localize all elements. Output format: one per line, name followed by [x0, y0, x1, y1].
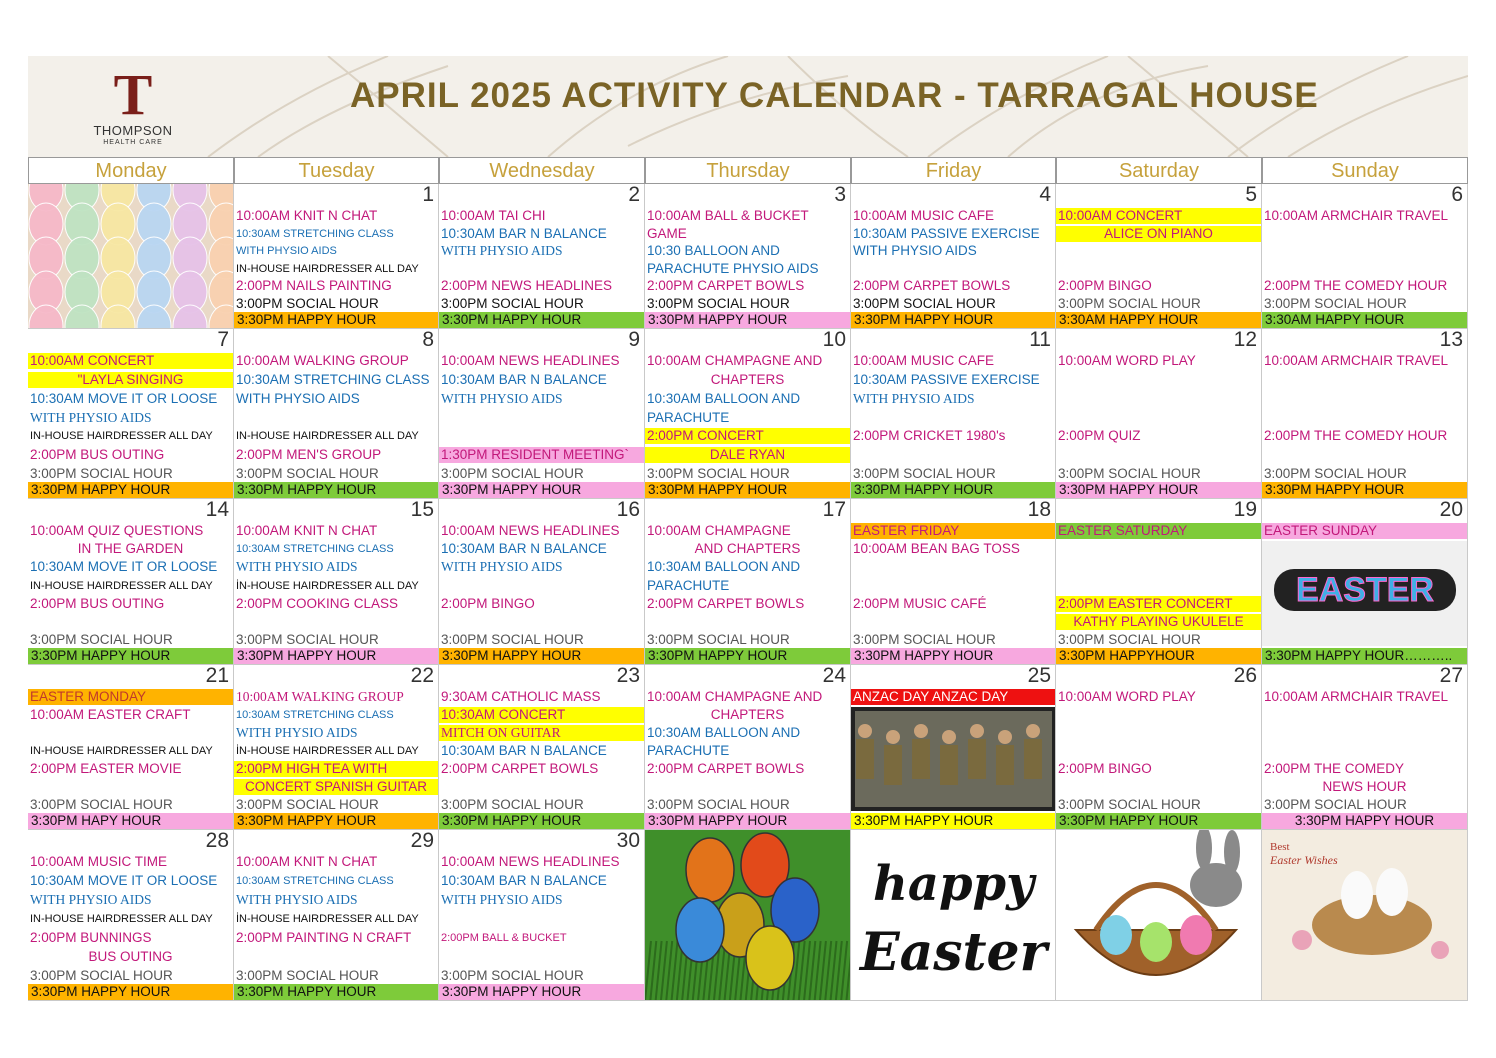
- activity-line: PARACHUTE: [647, 577, 730, 593]
- activity-line: 2:00PM BUS OUTING: [30, 447, 165, 463]
- activity-line: 10:00AM WALKING GROUP: [236, 353, 409, 368]
- activity-line: 3:00PM SOCIAL HOUR: [441, 968, 584, 983]
- activity-line: IN-HOUSE HAIRDRESSER ALL DAY: [30, 745, 213, 757]
- activity-line: 10:30AM STRETCHING CLASS: [236, 709, 394, 721]
- activity-line: 9:30AM CATHOLIC MASS: [441, 689, 601, 704]
- activity-line: 2:00PM BUS OUTING: [30, 595, 165, 611]
- activity-line: İN-HOUSE HAIRDRESSER ALL DAY: [236, 913, 419, 925]
- activity-line: WITH PHYSIO AIDS: [236, 892, 358, 907]
- happy-hour-bar: 3:30PM HAPPY HOUR: [1262, 813, 1467, 829]
- activity-line: 3:00PM SOCIAL HOUR: [1264, 797, 1407, 812]
- happy-hour-bar: 3:30PM HAPPY HOUR: [439, 312, 644, 328]
- activity-line: CHAPTERS: [710, 371, 785, 387]
- day-cell-2: [439, 184, 645, 329]
- activity-line: 10:30AM MOVE IT OR LOOSE: [30, 559, 218, 575]
- activity-line: 3:00PM SOCIAL HOUR: [236, 466, 379, 481]
- activity-line: NEWS HOUR: [1322, 779, 1407, 794]
- day-header-monday: Monday: [28, 157, 234, 184]
- svg-text:Easter Wishes: Easter Wishes: [1270, 853, 1338, 867]
- day-cell-3: [645, 184, 851, 329]
- day-number: 1: [422, 184, 434, 206]
- activity-line: 10:00AM NEWS HEADLINES: [441, 523, 620, 538]
- day-number: 22: [410, 665, 434, 687]
- day-cell-15: [234, 499, 439, 665]
- activity-line: 3:00PM SOCIAL HOUR: [236, 968, 379, 983]
- highlighted-activity: 10:00AM CONCERT: [28, 353, 233, 369]
- activity-line: IN THE GARDEN: [77, 541, 184, 557]
- highlighted-activity: CONCERT SPANISH GUITAR: [234, 779, 438, 795]
- day-cell-13: [1262, 329, 1468, 499]
- day-cell-21: [28, 665, 234, 830]
- activity-line: PARACHUTE PHYSIO AIDS: [647, 260, 819, 276]
- painted-eggs-image: [645, 830, 851, 1001]
- activity-line: 3:00PM SOCIAL HOUR: [1058, 797, 1201, 812]
- activity-line: 2:00PM CARPET BOWLS: [853, 278, 1011, 294]
- activity-line: 10:00AM CHAMPAGNE AND: [647, 689, 823, 704]
- day-number: 21: [205, 665, 229, 687]
- activity-line: 10:30AM BALLOON AND: [647, 725, 801, 740]
- highlighted-activity: MITCH ON GUITAR: [439, 725, 644, 741]
- activity-line: 10:00AM KNIT N CHAT: [236, 208, 378, 223]
- activity-line: 2:00PM COOKING CLASS: [236, 595, 399, 611]
- day-cell-5: [1056, 184, 1262, 329]
- anzac-march-image: [851, 707, 1056, 811]
- activity-line: 10:00AM CHAMPAGNE AND: [647, 353, 823, 368]
- day-cell-16: [439, 499, 645, 665]
- day-number: 7: [217, 329, 229, 351]
- activity-line: 10:00AM WORD PLAY: [1058, 353, 1196, 368]
- day-header-thursday: Thursday: [645, 157, 851, 184]
- calendar-page: [28, 56, 1468, 1001]
- activity-line: 10:00AM KNIT N CHAT: [236, 523, 378, 538]
- activity-line: WITH PHYSIO AIDS: [441, 892, 563, 907]
- day-cell-25: [851, 665, 1056, 830]
- activity-line: 10:30AM BAR N BALANCE: [441, 371, 607, 387]
- activity-line: 10:00AM NEWS HEADLINES: [441, 353, 620, 368]
- activity-line: 10:30AM BALLOON AND: [647, 559, 801, 575]
- day-cell-10: [645, 329, 851, 499]
- activity-line: GAME: [647, 225, 687, 241]
- happy-hour-bar: 3:30PM HAPPY HOUR: [234, 984, 438, 1000]
- pastel-eggs-image: [28, 184, 234, 329]
- activity-line: 2:00PM BALL & BUCKET: [441, 932, 567, 944]
- activity-line: 2:00PM THE COMEDY: [1264, 761, 1405, 776]
- activity-line: 3:00PM SOCIAL HOUR: [1058, 296, 1201, 311]
- svg-text:happy: happy: [872, 856, 1035, 912]
- happy-hour-bar: 3:30PM HAPPY HOUR: [645, 648, 850, 664]
- happy-hour-bar: 3:30PM HAPPY HOUR: [645, 312, 850, 328]
- happy-hour-bar: 3:30PM HAPPY HOUR………..: [1262, 648, 1467, 664]
- highlighted-activity: EASTER SATURDAY: [1056, 523, 1261, 539]
- day-number: 23: [616, 665, 640, 687]
- activity-line: WITH PHYSIO AIDS: [236, 725, 358, 740]
- day-number: 11: [1029, 329, 1051, 351]
- image-cell: [28, 184, 234, 329]
- day-cell-19: [1056, 499, 1262, 665]
- image-cell: [1262, 830, 1468, 1001]
- activity-line: PARACHUTE: [647, 409, 730, 425]
- activity-line: WITH PHYSIO AIDS: [30, 892, 152, 907]
- activity-line: WITH PHYSIO AIDS: [853, 390, 975, 406]
- activity-line: 10:00AM NEWS HEADLINES: [441, 854, 620, 869]
- day-number: 19: [1233, 499, 1257, 521]
- activity-line: IN-HOUSE HAIRDRESSER ALL DAY: [236, 430, 419, 443]
- highlighted-activity: 2:00PM EASTER CONCERT: [1056, 596, 1261, 612]
- happy-hour-bar: 3:30PM HAPPY HOUR: [851, 482, 1055, 498]
- activity-line: 2:00PM BINGO: [1058, 761, 1152, 776]
- activity-line: 3:00PM SOCIAL HOUR: [236, 797, 379, 812]
- activity-line: WITH PHYSIO AIDS: [441, 559, 563, 575]
- activity-line: WITH PHYSIO AIDS: [441, 390, 563, 406]
- activity-line: 3:00PM SOCIAL HOUR: [1058, 632, 1201, 647]
- image-cell: [1056, 830, 1262, 1001]
- activity-line: 3:00PM SOCIAL HOUR: [441, 632, 584, 647]
- happy-hour-bar: 3:30AM HAPPY HOUR: [1262, 312, 1467, 328]
- activity-line: 2:00PM PAINTING N CRAFT: [236, 930, 412, 945]
- logo-tagline: HEALTH CARE: [103, 139, 163, 146]
- activity-line: 10:00AM ARMCHAIR TRAVEL: [1264, 353, 1449, 368]
- activity-line: 3:00PM SOCIAL HOUR: [30, 797, 173, 812]
- highlighted-activity: DALE RYAN: [645, 447, 850, 463]
- day-cell-30: [439, 830, 645, 1001]
- activity-line: PARACHUTE: [647, 743, 730, 758]
- day-cell-22: [234, 665, 439, 830]
- activity-line: 10:30AM PASSIVE EXERCISE: [853, 371, 1040, 387]
- day-number: 12: [1233, 329, 1257, 351]
- activity-line: 3:00PM SOCIAL HOUR: [30, 632, 173, 647]
- day-number: 25: [1027, 665, 1051, 687]
- activity-line: 2:00PM EASTER MOVIE: [30, 761, 182, 776]
- activity-line: 2:00PM MEN'S GROUP: [236, 447, 382, 463]
- happy-hour-bar: 3:30PM HAPPY HOUR: [234, 312, 438, 328]
- activity-line: 10:00AM EASTER CRAFT: [30, 707, 191, 722]
- activity-line: 10:30AM BAR N BALANCE: [441, 225, 607, 241]
- day-cell-12: [1056, 329, 1262, 499]
- happy-hour-bar: 3:30PM HAPPYHOUR: [1056, 648, 1261, 664]
- highlighted-activity: 2:00PM CONCERT: [645, 428, 850, 444]
- activity-line: 2:00PM BINGO: [1058, 278, 1152, 294]
- day-cell-26: [1056, 665, 1262, 830]
- activity-line: 2:00PM BINGO: [441, 595, 535, 611]
- activity-line: 3:00PM SOCIAL HOUR: [236, 296, 379, 311]
- highlighted-activity: 10:00AM CONCERT: [1056, 208, 1261, 224]
- activity-line: CHAPTERS: [710, 707, 785, 722]
- activity-line: 10:30AM STRETCHING CLASS: [236, 543, 394, 556]
- activity-line: 3:00PM SOCIAL HOUR: [1264, 466, 1407, 481]
- happy-hour-bar: 3:30PM HAPPY HOUR: [851, 312, 1055, 328]
- happy-hour-bar: 3:30PM HAPPY HOUR: [28, 482, 233, 498]
- activity-line: 10:00AM ARMCHAIR TRAVEL: [1264, 208, 1449, 223]
- activity-line: 3:00PM SOCIAL HOUR: [1264, 296, 1407, 311]
- day-number: 18: [1027, 499, 1051, 521]
- activity-line: 10:30AM BAR N BALANCE: [441, 873, 607, 888]
- day-cell-27: [1262, 665, 1468, 830]
- activity-line: 10:00AM QUIZ QUESTIONS: [30, 523, 204, 538]
- activity-line: 10:00AM MUSIC TIME: [30, 854, 168, 869]
- day-cell-11: [851, 329, 1056, 499]
- happy-hour-bar: 3:30PM HAPPY HOUR: [1262, 482, 1467, 498]
- happy-hour-bar: 3:30PM HAPPY HOUR: [1056, 482, 1261, 498]
- logo-letter: T: [113, 62, 153, 127]
- activity-line: 10:30AM STRETCHING CLASS: [236, 371, 430, 387]
- day-header-tuesday: Tuesday: [234, 157, 439, 184]
- happy-hour-bar: 3:30PM HAPPY HOUR: [234, 482, 438, 498]
- highlighted-activity: 10:30AM CONCERT: [439, 707, 644, 723]
- day-header-sunday: Sunday: [1262, 157, 1468, 184]
- page-title: APRIL 2025 ACTIVITY CALENDAR - TARRAGAL HOUSE: [350, 76, 1319, 115]
- activity-line: 3:00PM SOCIAL HOUR: [853, 296, 996, 311]
- day-cell-23: [439, 665, 645, 830]
- highlighted-activity: EASTER SUNDAY: [1262, 523, 1467, 539]
- activity-line: 10:30AM MOVE IT OR LOOSE: [30, 873, 218, 888]
- activity-line: 2:00PM BUNNINGS: [30, 930, 152, 945]
- activity-line: 10:30AM PASSIVE EXERCISE: [853, 225, 1040, 241]
- highlighted-activity: 1:30PM RESIDENT MEETING`: [439, 447, 644, 463]
- highlighted-activity: 2:00PM HIGH TEA WITH: [234, 761, 438, 777]
- activity-line: 2:00PM QUIZ: [1058, 428, 1141, 444]
- activity-line: WITH PHYSIO AIDS: [30, 409, 152, 425]
- svg-text:Best: Best: [1270, 841, 1290, 853]
- activity-line: 10:00AM MUSIC CAFE: [853, 208, 995, 223]
- activity-line: 10:30AM BALLOON AND: [647, 390, 801, 406]
- activity-line: 3:00PM SOCIAL HOUR: [853, 632, 996, 647]
- activity-line: BUS OUTING: [88, 949, 173, 964]
- happy-hour-bar: 3:30AM HAPPY HOUR: [1056, 312, 1261, 328]
- day-cell-17: [645, 499, 851, 665]
- activity-line: 10:00AM KNIT N CHAT: [236, 854, 378, 869]
- activity-line: IN-HOUSE HAIRDRESSER ALL DAY: [30, 913, 213, 925]
- happy-hour-bar: 3:30PM HAPPY HOUR: [645, 482, 850, 498]
- day-number: 13: [1439, 329, 1463, 351]
- activity-line: 10:30AM BAR N BALANCE: [441, 541, 607, 557]
- activity-line: 10:30AM MOVE IT OR LOOSE: [30, 390, 218, 406]
- day-number: 14: [205, 499, 229, 521]
- activity-line: 10:00AM BEAN BAG TOSS: [853, 541, 1020, 557]
- activity-line: 2:00PM MUSIC CAFÉ: [853, 595, 987, 611]
- activity-line: 3:00PM SOCIAL HOUR: [647, 296, 790, 311]
- thompson-logo: [78, 62, 188, 152]
- image-cell: [645, 830, 851, 1001]
- day-number: 17: [822, 499, 846, 521]
- activity-line: 2:00PM CARPET BOWLS: [647, 595, 805, 611]
- day-cell-8: [234, 329, 439, 499]
- activity-line: 2:00PM CARPET BOWLS: [647, 761, 805, 776]
- activity-line: 10:00AM TAI CHI: [441, 208, 546, 223]
- activity-line: 10:00AM ARMCHAIR TRAVEL: [1264, 689, 1449, 704]
- day-cell-1: [234, 184, 439, 329]
- calendar-grid: [28, 157, 1468, 1001]
- activity-line: İN-HOUSE HAIRDRESSER ALL DAY: [236, 579, 419, 592]
- activity-line: 2:00PM CARPET BOWLS: [441, 761, 599, 776]
- day-number: 5: [1245, 184, 1257, 206]
- activity-line: 10:00AM MUSIC CAFE: [853, 353, 995, 368]
- day-number: 8: [422, 329, 434, 351]
- highlighted-activity: ALICE ON PIANO: [1056, 226, 1261, 242]
- happy-hour-bar: 3:30PM HAPPY HOUR: [439, 648, 644, 664]
- day-number: 30: [616, 830, 640, 852]
- day-number: 3: [834, 184, 846, 206]
- day-number: 29: [410, 830, 434, 852]
- activity-line: 2:00PM THE COMEDY HOUR: [1264, 428, 1448, 444]
- activity-line: WITH PHYSIO AIDS: [441, 243, 563, 259]
- activity-line: 10:00AM CHAMPAGNE: [647, 523, 791, 538]
- activity-line: 3:00PM SOCIAL HOUR: [441, 296, 584, 311]
- day-cell-4: [851, 184, 1056, 329]
- happy-hour-bar: 3:30PM HAPPY HOUR: [645, 813, 850, 829]
- day-cell-18: [851, 499, 1056, 665]
- activity-line: WITH PHYSIO AIDS: [236, 245, 337, 258]
- activity-line: WITH PHYSIO AIDS: [236, 390, 360, 406]
- activity-line: WITH PHYSIO AIDS: [236, 559, 358, 575]
- activity-line: İN-HOUSE HAIRDRESSER ALL DAY: [236, 745, 419, 757]
- activity-line: 3:00PM SOCIAL HOUR: [441, 797, 584, 812]
- activity-line: 3:00PM SOCIAL HOUR: [441, 466, 584, 481]
- day-header-wednesday: Wednesday: [439, 157, 645, 184]
- activity-line: 2:00PM THE COMEDY HOUR: [1264, 278, 1448, 294]
- day-number: 26: [1233, 665, 1257, 687]
- highlighted-activity: EASTER MONDAY: [28, 689, 233, 705]
- activity-line: 3:00PM SOCIAL HOUR: [647, 632, 790, 647]
- activity-line: 2:00PM NEWS HEADLINES: [441, 278, 613, 294]
- activity-line: 10:00AM BALL & BUCKET: [647, 208, 809, 223]
- highlighted-activity: ANZAC DAY ANZAC DAY: [851, 689, 1055, 705]
- day-number: 10: [822, 329, 846, 351]
- activity-line: 10:30AM BAR N BALANCE: [441, 743, 607, 758]
- day-number: 24: [822, 665, 846, 687]
- activity-line: 3:00PM SOCIAL HOUR: [236, 632, 379, 647]
- happy-hour-bar: 3:30PM HAPPY HOUR: [234, 648, 438, 664]
- activity-line: 10:30 BALLOON AND: [647, 243, 780, 259]
- day-header-friday: Friday: [851, 157, 1056, 184]
- activity-line: 3:00PM SOCIAL HOUR: [647, 466, 790, 481]
- day-cell-28: [28, 830, 234, 1001]
- activity-line: IN-HOUSE HAIRDRESSER ALL DAY: [30, 579, 213, 592]
- day-cell-9: [439, 329, 645, 499]
- day-cell-7: [28, 329, 234, 499]
- activity-line: 3:00PM SOCIAL HOUR: [647, 797, 790, 812]
- day-cell-24: [645, 665, 851, 830]
- vintage-card-image: [1262, 830, 1468, 1001]
- day-number: 9: [628, 329, 640, 351]
- highlighted-activity: EASTER FRIDAY: [851, 523, 1055, 539]
- day-number: 16: [616, 499, 640, 521]
- happy-hour-bar: 3:30PM HAPPY HOUR: [439, 984, 644, 1000]
- day-number: 4: [1039, 184, 1051, 206]
- highlighted-activity: KATHY PLAYING UKULELE: [1056, 614, 1261, 630]
- day-cell-6: [1262, 184, 1468, 329]
- activity-line: 3:00PM SOCIAL HOUR: [30, 466, 173, 481]
- activity-line: 2:00PM CARPET BOWLS: [647, 278, 805, 294]
- activity-line: 3:00PM SOCIAL HOUR: [30, 968, 173, 983]
- activity-line: 3:00PM SOCIAL HOUR: [1058, 466, 1201, 481]
- happy-hour-bar: 3:30PM HAPPY HOUR: [234, 813, 438, 829]
- day-cell-29: [234, 830, 439, 1001]
- happy-hour-bar: 3:30PM HAPPY HOUR: [1056, 813, 1261, 829]
- day-number: 6: [1451, 184, 1463, 206]
- activity-line: 10:00AM WORD PLAY: [1058, 689, 1196, 704]
- activity-line: 2:00PM NAILS PAINTING: [236, 278, 392, 294]
- activity-line: 10:30AM STRETCHING CLASS: [236, 875, 394, 887]
- svg-text:Easter: Easter: [859, 922, 1048, 983]
- day-cell-14: [28, 499, 234, 665]
- happy-hour-bar: 3:30PM HAPPY HOUR: [439, 813, 644, 829]
- image-cell: [851, 830, 1056, 1001]
- svg-text:EASTER: EASTER: [1296, 571, 1434, 609]
- bunny-basket-image: [1056, 830, 1262, 1001]
- happy-hour-bar: 3:30PM HAPY HOUR: [28, 813, 233, 829]
- activity-line: 10:00AM WALKING GROUP: [236, 689, 404, 704]
- activity-line: 10:30AM STRETCHING CLASS: [236, 227, 394, 240]
- day-number: 2: [628, 184, 640, 206]
- day-header-saturday: Saturday: [1056, 157, 1262, 184]
- happy-hour-bar: 3:30PM HAPPY HOUR: [851, 648, 1055, 664]
- activity-line: 3:00PM SOCIAL HOUR: [853, 466, 996, 481]
- happy-hour-bar: 3:30PM HAPPY HOUR: [28, 648, 233, 664]
- activity-line: 2:00PM CRICKET 1980's: [853, 428, 1006, 444]
- logo-name: THOMPSON: [93, 123, 173, 138]
- day-cell-20: [1262, 499, 1468, 665]
- happy-hour-bar: 3:30PM HAPPY HOUR: [28, 984, 233, 1000]
- happy-hour-bar: 3:30PM HAPPY HOUR: [851, 813, 1055, 829]
- easter-word-image: [1262, 541, 1468, 646]
- activity-line: IN-HOUSE HAIRDRESSER ALL DAY: [236, 262, 419, 275]
- happy-easter-image: [851, 830, 1056, 1001]
- day-number: 15: [410, 499, 434, 521]
- day-number: 27: [1439, 665, 1463, 687]
- happy-hour-bar: 3:30PM HAPPY HOUR: [439, 482, 644, 498]
- day-number: 20: [1439, 499, 1463, 521]
- activity-line: WITH PHYSIO AIDS: [853, 243, 977, 259]
- calendar-header: [28, 56, 1468, 157]
- activity-line: IN-HOUSE HAIRDRESSER ALL DAY: [30, 430, 213, 443]
- day-number: 28: [205, 830, 229, 852]
- activity-line: AND CHAPTERS: [694, 541, 801, 557]
- highlighted-activity: "LAYLA SINGING: [28, 372, 233, 388]
